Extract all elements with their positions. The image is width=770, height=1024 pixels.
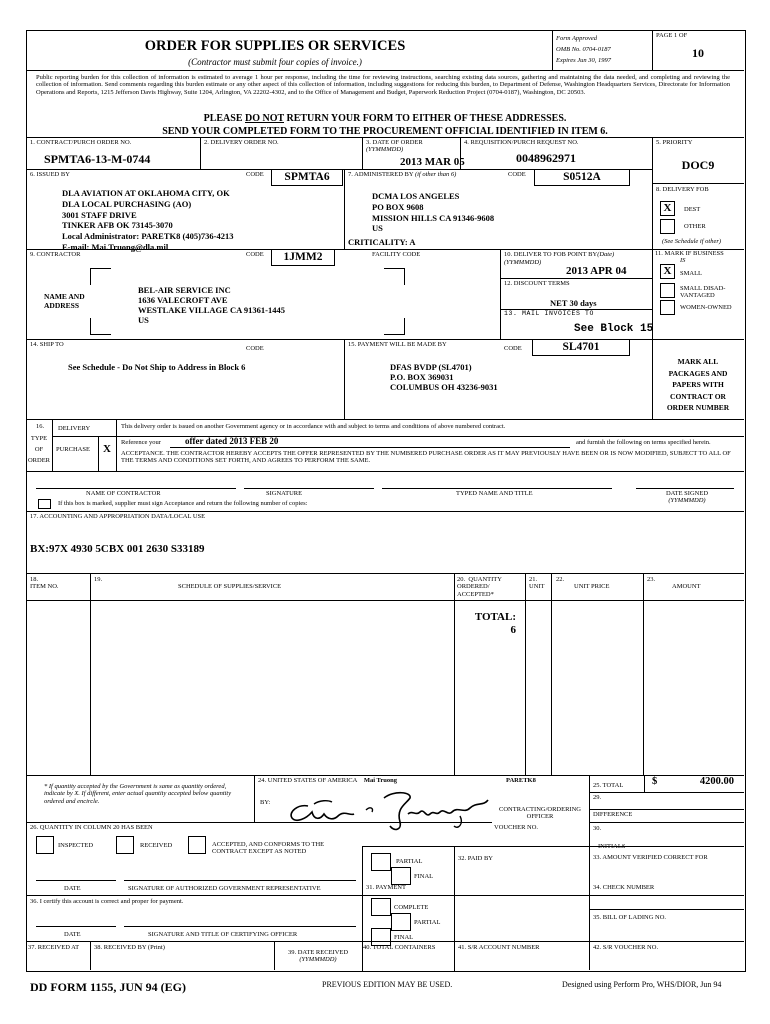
- form-title: ORDER FOR SUPPLIES OR SERVICES: [144, 38, 406, 54]
- payment-partial-label: PARTIAL: [414, 919, 441, 926]
- expires: Expires Jun 30, 1997: [556, 57, 611, 64]
- fob-other-label: OTHER: [684, 223, 706, 230]
- gov-signature-label: SIGNATURE OF AUTHORIZED GOVERNMENT REPRESENTATIVE: [128, 885, 321, 892]
- contractor-address: BEL-AIR SERVICE INC 1636 VALECROFT AVE WESTLAKE VILLAGE CA 91361-1445 US: [138, 285, 285, 325]
- previous-edition: PREVIOUS EDITION MAY BE USED.: [322, 980, 453, 989]
- schedule-total-value: 6: [510, 624, 516, 636]
- reference-label: Reference your: [121, 439, 161, 446]
- cert-signature-label: SIGNATURE AND TITLE OF CERTIFYING OFFICER: [148, 931, 298, 938]
- contractor-code: 1JMM2: [271, 249, 335, 266]
- inspected-label: INSPECTED: [58, 842, 94, 849]
- issued-by-address: DLA AVIATION AT OKLAHOMA CITY, OK DLA LOCAL PURCHASING (AO) 3001 STAFF DRIVE TINKER AFB OK 73145-3070 Local Administrator: PARETK8 (405)736-4213 E-mail: Mai.Truong@dla.mil: [62, 188, 234, 252]
- officer-signature: [284, 786, 514, 834]
- received-label: RECEIVED: [140, 842, 173, 849]
- voucher-no-label: VOUCHER NO.: [494, 824, 539, 831]
- partial-label: PARTIAL: [396, 858, 423, 865]
- block4-label: 4. REQUISITION/PURCH REQUEST NO.: [464, 139, 579, 146]
- burden-statement: Public reporting burden for this collection of information is estimated to average 1 hour per response, including the time for reviewing instructions, searching existing data sources, gathering and maintaining the data needed, and completing and reviewing the collection of information. Send comments regarding this burden estimate or any other aspect of this collection of information, including suggestions for reducing this burden, to Department of Defense, Washington Headquarters Services, Directorate for Information Operations and Reports, 1215 Jefferson Davis Highway, Suite 1204, Arlington, VA 22202-4302, and to the Office of Management and Budget, Paperwork Reduction Project (0704-0187), Washington, DC 20503.: [36, 74, 730, 96]
- do-not-text: DO NOT: [245, 113, 284, 124]
- block31-label: 31. PAYMENT: [366, 884, 406, 891]
- delivery-type-label: DELIVERY: [58, 425, 91, 432]
- disadvantaged-checkbox[interactable]: [660, 283, 675, 298]
- block34-label: 34. CHECK NUMBER: [593, 884, 655, 891]
- block10-label: 10. DELIVER TO FOB POINT BY(Date): [504, 251, 615, 258]
- received-checkbox[interactable]: [116, 836, 134, 854]
- amount-col-number: 23.: [647, 576, 656, 583]
- disadvantaged-label: SMALL DISAD- VANTAGED: [680, 285, 726, 300]
- date-signed-label: DATE SIGNED (YYMMMDD): [665, 490, 709, 505]
- small-business-label: SMALL: [680, 270, 703, 277]
- omb-number: OMB No. 0704-0187: [556, 46, 611, 53]
- block36-label: 36. I certify this account is correct and proper for payment.: [30, 898, 184, 905]
- fob-dest-label: DEST: [684, 206, 701, 213]
- discount-terms: NET 30 days: [550, 298, 597, 308]
- block9-code-label: CODE: [246, 251, 264, 258]
- signature-label: SIGNATURE: [266, 490, 303, 497]
- block14-code-label: CODE: [246, 345, 264, 352]
- women-owned-label: WOMEN-OWNED: [680, 304, 732, 311]
- fob-other-checkbox[interactable]: [660, 219, 675, 234]
- block33-label: 33. AMOUNT VERIFIED CORRECT FOR: [593, 854, 708, 861]
- form-approved: Form Approved: [556, 35, 597, 42]
- by-label: BY:: [260, 799, 271, 806]
- schedule-total-label: TOTAL:: [474, 611, 516, 623]
- address-bracket-tl: [90, 268, 111, 285]
- unit-price-col-number: 22.: [556, 576, 565, 583]
- block30-label: 30.: [593, 825, 602, 832]
- date-label: DATE: [64, 885, 81, 892]
- acceptance-text: ACCEPTANCE. THE CONTRACTOR HEREBY ACCEPTS THE OFFER REPRESENTED BY THE NUMBERED PURCHASE ORDER AS IT MAY PREVIOUSLY HAVE BEEN OR IS NOW MODIFIED, SUBJECT TO ALL OF THE TERMS AND CONDITIONS SET FORTH, AND AGREES TO PERFORM THE SAME.: [121, 450, 731, 465]
- schedule-col-number: 19.: [94, 576, 103, 583]
- block2-label: 2. DELIVERY ORDER NO.: [204, 139, 279, 146]
- furnish-text: and furnish the following on terms specified herein.: [576, 439, 711, 446]
- block17-label: 17. ACCOUNTING AND APPROPRIATION DATA/LOCAL USE: [30, 513, 206, 520]
- block14-label: 14. SHIP TO: [30, 341, 64, 348]
- block16-label: 16.: [36, 423, 45, 430]
- page-label: PAGE 1 OF: [656, 32, 688, 39]
- block13-label: 13. MAIL INVOICES TO: [504, 310, 595, 317]
- unit-price-header: UNIT PRICE: [574, 583, 610, 590]
- block15-label: 15. PAYMENT WILL BE MADE BY: [348, 341, 447, 348]
- requisition-number: 0048962971: [516, 151, 576, 165]
- block24-label: 24. UNITED STATES OF AMERICA Mai Truong: [258, 777, 398, 784]
- block3-sub: (YYMMMDD): [366, 146, 404, 153]
- form-id: DD FORM 1155, JUN 94 (EG): [30, 980, 186, 994]
- facility-code-label: FACILITY CODE: [372, 251, 421, 258]
- block9-label: 9. CONTRACTOR: [30, 251, 81, 258]
- payment-code: SL4701: [532, 339, 630, 356]
- accepted-checkbox[interactable]: [188, 836, 206, 854]
- block37-label: 37. RECEIVED AT: [28, 944, 80, 951]
- initials-label: INITIALS: [598, 843, 626, 850]
- small-business-checkbox[interactable]: X: [660, 264, 675, 279]
- block12-label: 12. DISCOUNT TERMS: [504, 280, 570, 287]
- partial-checkbox[interactable]: [371, 853, 391, 871]
- issued-by-code: SPMTA6: [271, 169, 343, 186]
- payment-final-label: FINAL: [394, 934, 414, 941]
- block8-label: 8. DELIVERY FOB: [656, 186, 709, 193]
- final-label: FINAL: [414, 873, 434, 880]
- officer-code: PARETK8: [506, 777, 536, 784]
- inspected-checkbox[interactable]: [36, 836, 54, 854]
- item-no-header: 18. ITEM NO.: [30, 576, 59, 591]
- form-subtitle: (Contractor must submit four copies of invoice.): [188, 57, 362, 67]
- contracting-officer-label: CONTRACTING/ORDERING OFFICER: [499, 806, 581, 821]
- difference-label: DIFFERENCE: [593, 811, 633, 818]
- block5-label: 5. PRIORITY: [656, 139, 693, 146]
- contract-number: SPMTA6-13-M-0744: [44, 152, 151, 166]
- block10-sub: (YYMMMDD): [504, 259, 542, 266]
- name-address-label: NAME AND ADDRESS: [44, 292, 85, 310]
- unit-header: 21. UNIT: [529, 576, 545, 591]
- priority: DOC9: [681, 158, 715, 172]
- complete-checkbox[interactable]: [371, 898, 391, 916]
- mark-all-packages: MARK ALL PACKAGES AND PAPERS WITH CONTRACT OR ORDER NUMBER: [666, 357, 730, 412]
- block35-label: 35. BILL OF LADING NO.: [593, 914, 667, 921]
- block26-label: 26. QUANTITY IN COLUMN 20 HAS BEEN: [30, 824, 153, 831]
- women-owned-checkbox[interactable]: [660, 300, 675, 315]
- typed-name-label: TYPED NAME AND TITLE: [456, 490, 533, 497]
- block29-label: 29.: [593, 794, 602, 801]
- delivery-text: This delivery order is issued on another Government agency or in accordance with and subject to terms and conditions of above numbered contract.: [121, 423, 506, 430]
- schedule-header: SCHEDULE OF SUPPLIES/SERVICE: [178, 583, 282, 590]
- block11-sub: IS: [680, 257, 686, 264]
- block38-label: 38. RECEIVED BY (Print): [94, 944, 165, 951]
- offer-date: offer dated 2013 FEB 20: [185, 436, 279, 446]
- name-of-contractor-label: NAME OF CONTRACTOR: [86, 490, 161, 497]
- administered-by-code: S0512A: [534, 169, 630, 186]
- final-checkbox[interactable]: [391, 867, 411, 885]
- purchase-type-mark[interactable]: X: [103, 443, 111, 455]
- address-bracket-bl: [90, 318, 111, 335]
- date-of-order: 2013 MAR 05: [400, 156, 465, 168]
- block6-code-label: CODE: [246, 171, 264, 178]
- fob-note: (See Schedule if other): [662, 238, 722, 245]
- amount-header: AMOUNT: [672, 583, 701, 590]
- criticality: CRITICALITY: A: [348, 237, 416, 247]
- block11-label: 11. MARK IF BUSINESS: [655, 250, 724, 257]
- fob-dest-checkbox[interactable]: X: [660, 201, 675, 216]
- ship-to: See Schedule - Do Not Ship to Address in Block 6: [68, 362, 246, 372]
- date2-label: DATE: [64, 931, 81, 938]
- notice-line-2: SEND YOUR COMPLETED FORM TO THE PROCUREMENT OFFICIAL IDENTIFIED IN ITEM 6.: [162, 126, 608, 137]
- block7-label: 7. ADMINISTERED BY (if other than 6): [348, 171, 457, 178]
- supplier-sign-note: If this box is marked, supplier must sign Acceptance and return the following number of copies:: [58, 500, 308, 507]
- quantity-note: * If quantity accepted by the Government is same as quantity ordered, indicate by X. If different, enter actual quantity accepted below quantity ordered and encircle.: [44, 783, 232, 805]
- address-bracket-tr: [384, 268, 405, 285]
- payment-partial-checkbox[interactable]: [391, 913, 411, 931]
- type-of-order-label: TYPE OF ORDER: [27, 435, 51, 464]
- page-total: 10: [692, 46, 704, 60]
- payment-address: DFAS BVDP (SL4701) P.O. BOX 369031 COLUMBUS OH 43236-9031: [390, 362, 498, 392]
- quantity-header: 20. QUANTITY ORDERED/ ACCEPTED*: [457, 576, 502, 598]
- block39-label: 39. DATE RECEIVED (YYMMMDD): [287, 949, 349, 964]
- supplier-sign-checkbox[interactable]: [38, 499, 51, 509]
- total-amount: 4200.00: [699, 776, 734, 787]
- block40-label: 40. TOTAL CONTAINERS: [363, 944, 436, 951]
- designed-by: Designed using Perform Pro, WHS/DIOR, Jun 94: [562, 980, 722, 989]
- block6-label: 6. ISSUED BY: [30, 171, 70, 178]
- purchase-type-label: PURCHASE: [56, 446, 90, 453]
- complete-label: COMPLETE: [394, 904, 429, 911]
- block32-label: 32. PAID BY: [458, 855, 493, 862]
- address-bracket-br: [384, 318, 405, 335]
- block41-label: 41. S/R ACCOUNT NUMBER: [458, 944, 540, 951]
- administered-by-address: DCMA LOS ANGELES PO BOX 9608 MISSION HILLS CA 91346-9608 US: [372, 191, 495, 234]
- notice-line-1: PLEASE DO NOT RETURN YOUR FORM TO EITHER OF THESE ADDRESSES.: [203, 113, 567, 124]
- deliver-by-date: 2013 APR 04: [566, 265, 627, 277]
- block1-label: 1. CONTRACT/PURCH ORDER NO.: [30, 139, 132, 146]
- block25-label: 25. TOTAL: [593, 782, 624, 789]
- total-dollar-sign: $: [652, 776, 658, 787]
- accounting-data: BX:97X 4930 5CBX 001 2630 S33189: [30, 543, 205, 555]
- block7-code-label: CODE: [508, 171, 526, 178]
- block3-label: 3. DATE OF ORDER: [366, 139, 423, 146]
- mail-invoices-to: See Block 15: [574, 323, 654, 335]
- block42-label: 42. S/R VOUCHER NO.: [593, 944, 659, 951]
- accepted-label: ACCEPTED, AND CONFORMS TO THE CONTRACT EXCEPT AS NOTED: [212, 841, 325, 856]
- block15-code-label: CODE: [504, 345, 522, 352]
